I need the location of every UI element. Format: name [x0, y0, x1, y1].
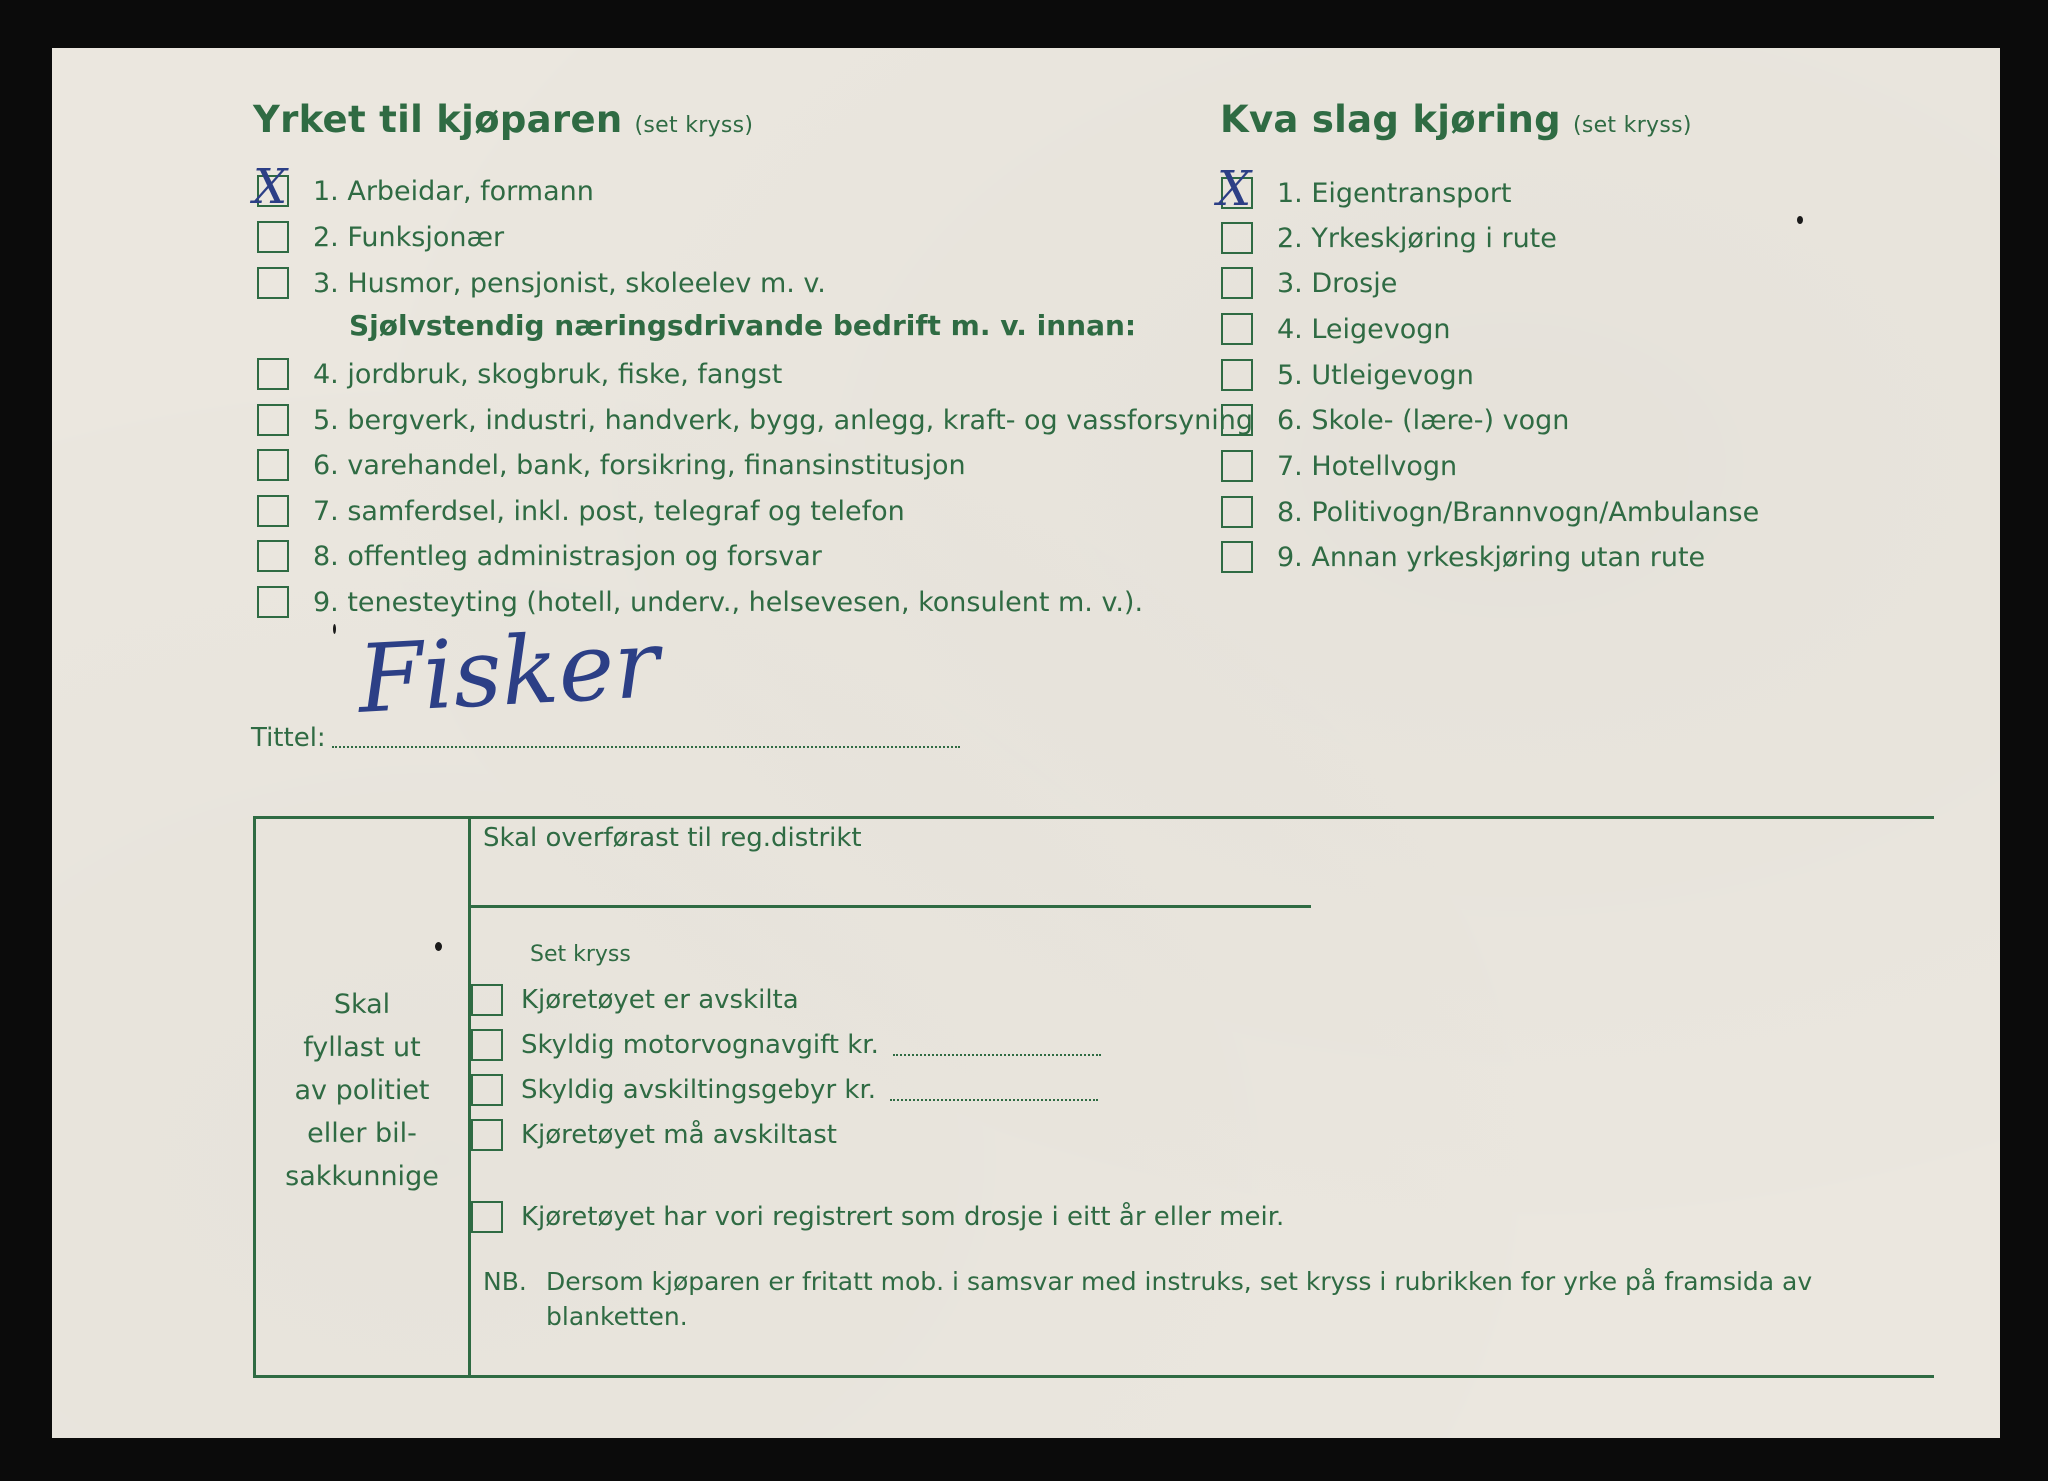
police-instruction [256, 983, 468, 1198]
option-label: 7. Hotellvogn [1277, 450, 1458, 482]
self-employed-subheading: Sjølvstendig næringsdrivande bedrift m. v. innan: [349, 309, 1137, 342]
option-label: 1. Eigentransport [1277, 177, 1512, 209]
occupation-option-3[interactable] [257, 263, 826, 303]
option-label: 8. offentleg administrasjon og forsvar [313, 540, 822, 572]
police-instruction-line: Skal [333, 989, 391, 1020]
checkbox[interactable] [257, 495, 289, 527]
set-kryss-label: Set kryss [530, 942, 631, 967]
occupation-option-9[interactable] [257, 582, 1143, 622]
driving-option-5[interactable] [1221, 355, 1474, 395]
checkbox[interactable] [1221, 541, 1253, 573]
option-label: Kjøretøyet har vori registrert som drosje i eitt år eller meir. [521, 1202, 1285, 1232]
checkbox[interactable] [253, 159, 289, 215]
option-label: 2. Funksjonær [313, 221, 505, 253]
title-field-label: Tittel: [251, 723, 326, 753]
checkbox[interactable] [1221, 267, 1253, 299]
amount-dotted-line[interactable] [890, 1079, 1098, 1101]
checkbox[interactable] [257, 221, 289, 253]
police-option-must-deregister[interactable] [471, 1115, 837, 1155]
police-option-taxi-registered[interactable] [471, 1197, 1284, 1237]
occupation-hint: (set kryss) [634, 113, 754, 138]
driving-type-hint: (set kryss) [1572, 113, 1692, 138]
occupation-option-7[interactable] [257, 491, 905, 531]
option-label: 5. bergverk, industri, handverk, bygg, anlegg, kraft- og vassforsyning [313, 404, 1253, 436]
driving-option-9[interactable] [1221, 537, 1705, 577]
transfer-district-label: Skal overførast til reg.distrikt [483, 823, 862, 853]
option-label: 1. Arbeidar, formann [313, 175, 594, 207]
amount-dotted-line[interactable] [893, 1034, 1101, 1056]
police-instruction-line: av politiet [294, 1075, 430, 1106]
ink-speck [333, 624, 336, 634]
checkbox[interactable] [1221, 313, 1253, 345]
occupation-option-8[interactable] [257, 536, 822, 576]
checkbox[interactable] [471, 1029, 503, 1061]
driving-option-3[interactable] [1221, 263, 1397, 303]
driving-type-heading-text: Kva slag kjøring [1220, 98, 1561, 141]
option-label: 4. Leigevogn [1277, 313, 1451, 345]
checkbox[interactable] [257, 540, 289, 572]
police-option-deregistered[interactable] [471, 980, 799, 1020]
option-label: Skyldig avskiltingsgebyr kr. [521, 1075, 877, 1105]
driving-option-2[interactable] [1221, 218, 1557, 258]
checkbox[interactable] [257, 449, 289, 481]
police-instruction-line: sakkunnige [285, 1161, 439, 1192]
checkbox[interactable] [1221, 222, 1253, 254]
checkbox[interactable] [471, 1201, 503, 1233]
nb-text: Dersom kjøparen er fritatt mob. i samsvar med instruks, set kryss i rubrikken for yrke på framsida av blanketten. [546, 1267, 1813, 1331]
option-label: 9. tenesteyting (hotell, underv., helsevesen, konsulent m. v.). [313, 586, 1144, 618]
checkbox[interactable] [1221, 450, 1253, 482]
cross-mark-icon: X [1217, 161, 1252, 217]
option-label: 7. samferdsel, inkl. post, telegraf og telefon [313, 495, 905, 527]
occupation-heading-text: Yrket til kjøparen [253, 98, 623, 141]
driving-option-6[interactable] [1221, 400, 1569, 440]
checkbox[interactable] [1221, 359, 1253, 391]
nb-note [483, 1264, 1823, 1334]
option-label: 9. Annan yrkeskjøring utan rute [1277, 541, 1706, 573]
checkbox[interactable] [257, 586, 289, 618]
occupation-heading [253, 98, 753, 141]
driving-option-4[interactable] [1221, 309, 1451, 349]
occupation-option-2[interactable] [257, 217, 504, 257]
police-option-vehicle-tax[interactable] [471, 1025, 1101, 1065]
checkbox[interactable] [1221, 496, 1253, 528]
checkbox[interactable] [257, 267, 289, 299]
nb-tag: NB. [483, 1267, 527, 1296]
checkbox[interactable] [1217, 161, 1253, 217]
checkbox[interactable] [257, 358, 289, 390]
ink-speck [435, 942, 442, 951]
driving-option-1[interactable] [1217, 161, 1512, 217]
option-label: Skyldig motorvognavgift kr. [521, 1030, 879, 1060]
option-label: 6. varehandel, bank, forsikring, finansinstitusjon [313, 449, 966, 481]
police-instruction-line: fyllast ut [303, 1032, 421, 1063]
occupation-option-4[interactable] [257, 354, 782, 394]
option-label: 3. Husmor, pensjonist, skoleelev m. v. [313, 267, 826, 299]
driving-option-7[interactable] [1221, 446, 1457, 486]
transfer-district-line[interactable] [471, 905, 1311, 908]
checkbox[interactable] [1221, 404, 1253, 436]
occupation-option-6[interactable] [257, 445, 966, 485]
option-label: Kjøretøyet må avskiltast [521, 1120, 837, 1150]
ink-speck [1797, 216, 1803, 224]
occupation-option-5[interactable] [257, 400, 1253, 440]
occupation-option-1[interactable] [253, 159, 594, 215]
title-field-handwritten-value: Fisker [355, 610, 662, 735]
police-option-deregistration-fee[interactable] [471, 1070, 1098, 1110]
checkbox[interactable] [257, 404, 289, 436]
option-label: 2. Yrkeskjøring i rute [1277, 222, 1557, 254]
cross-mark-icon: X [253, 159, 288, 215]
driving-type-heading [1220, 98, 1692, 141]
option-label: 4. jordbruk, skogbruk, fiske, fangst [313, 358, 783, 390]
option-label: Kjøretøyet er avskilta [521, 985, 799, 1015]
checkbox[interactable] [471, 1119, 503, 1151]
checkbox[interactable] [471, 984, 503, 1016]
option-label: 5. Utleigevogn [1277, 359, 1474, 391]
checkbox[interactable] [471, 1074, 503, 1106]
police-instruction-line: eller bil- [307, 1118, 417, 1149]
option-label: 8. Politivogn/Brannvogn/Ambulanse [1277, 496, 1760, 528]
option-label: 3. Drosje [1277, 267, 1398, 299]
driving-option-8[interactable] [1221, 492, 1759, 532]
option-label: 6. Skole- (lære-) vogn [1277, 404, 1570, 436]
title-field-line[interactable] [332, 746, 960, 748]
